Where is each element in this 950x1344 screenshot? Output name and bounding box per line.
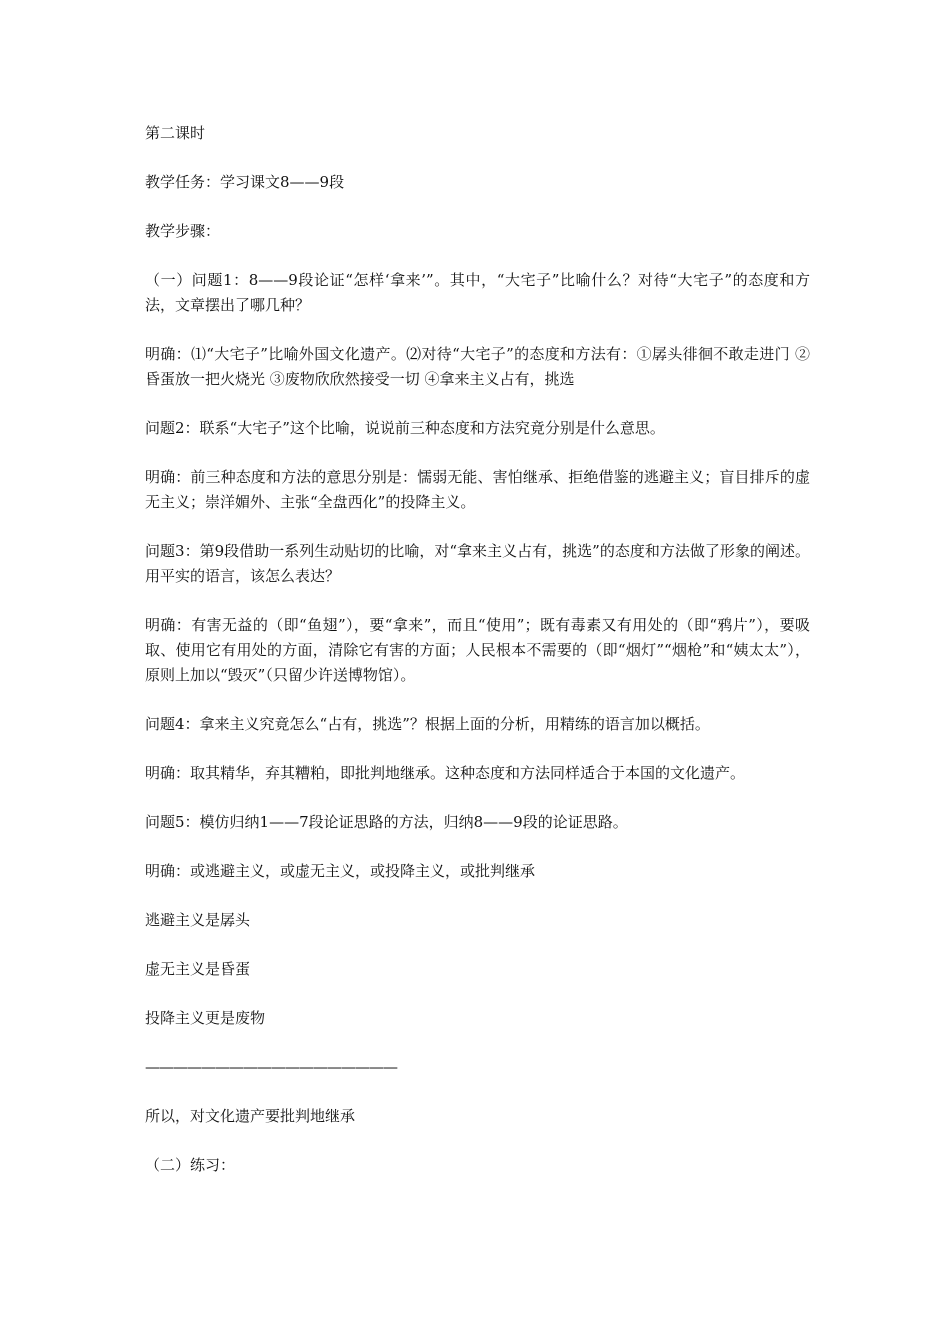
answer-5: 明确：或逃避主义，或虚无主义，或投降主义，或批判继承 xyxy=(145,862,536,880)
divider-line: —————————————————— xyxy=(145,1058,397,1076)
summary-line-escapism: 逃避主义是孱头 xyxy=(145,911,251,929)
document-body xyxy=(145,121,810,1202)
teaching-task: 教学任务：学习课文8——9段 xyxy=(145,173,345,191)
question-2: 问题2：联系“大宅子”这个比喻，说说前三种态度和方法究竟分别是什么意思。 xyxy=(145,419,665,437)
question-5: 问题5：模仿归纳1——7段论证思路的方法，归纳8——9段的论证思路。 xyxy=(145,813,628,831)
lesson-title: 第二课时 xyxy=(145,124,206,142)
summary-line-capitulationism: 投降主义更是废物 xyxy=(145,1009,266,1027)
question-1: （一）问题1：8——9段论证“怎样‘拿来’”。其中，“大宅子”比喻什么？对待“大宅子”的态度和方法，文章摆出了哪几种？ xyxy=(145,271,810,314)
question-3: 问题3：第9段借助一系列生动贴切的比喻，对“拿来主义占有，挑选”的态度和方法做了形象的阐述。用平实的语言，该怎么表达？ xyxy=(145,542,810,585)
answer-4: 明确：取其精华，弃其糟粕，即批判地继承。这种态度和方法同样适合于本国的文化遗产。 xyxy=(145,764,746,782)
answer-2: 明确：前三种态度和方法的意思分别是：懦弱无能、害怕继承、拒绝借鉴的逃避主义；盲目排斥的虚无主义；崇洋媚外、主张“全盘西化”的投降主义。 xyxy=(145,468,810,511)
teaching-steps-heading: 教学步骤： xyxy=(145,222,221,240)
exercise-heading: （二）练习： xyxy=(145,1156,236,1174)
conclusion: 所以，对文化遗产要批判地继承 xyxy=(145,1107,356,1125)
summary-line-nihilism: 虚无主义是昏蛋 xyxy=(145,960,251,978)
question-4: 问题4：拿来主义究竟怎么“占有，挑选”？根据上面的分析，用精练的语言加以概括。 xyxy=(145,715,710,733)
answer-1: 明确：⑴“大宅子”比喻外国文化遗产。⑵对待“大宅子”的态度和方法有：①孱头徘徊不敢走进门 ②昏蛋放一把火烧光 ③废物欣欣然接受一切 ④拿来主义占有，挑选 xyxy=(145,345,810,388)
answer-3: 明确：有害无益的（即“鱼翅”），要“拿来”，而且“使用”；既有毒素又有用处的（即“鸦片”），要吸取、使用它有用处的方面，清除它有害的方面；人民根本不需要的（即“烟灯”“烟枪”和“姨太太”），原则上加以“毁灭”（只留少许送博物馆）。 xyxy=(145,616,810,684)
